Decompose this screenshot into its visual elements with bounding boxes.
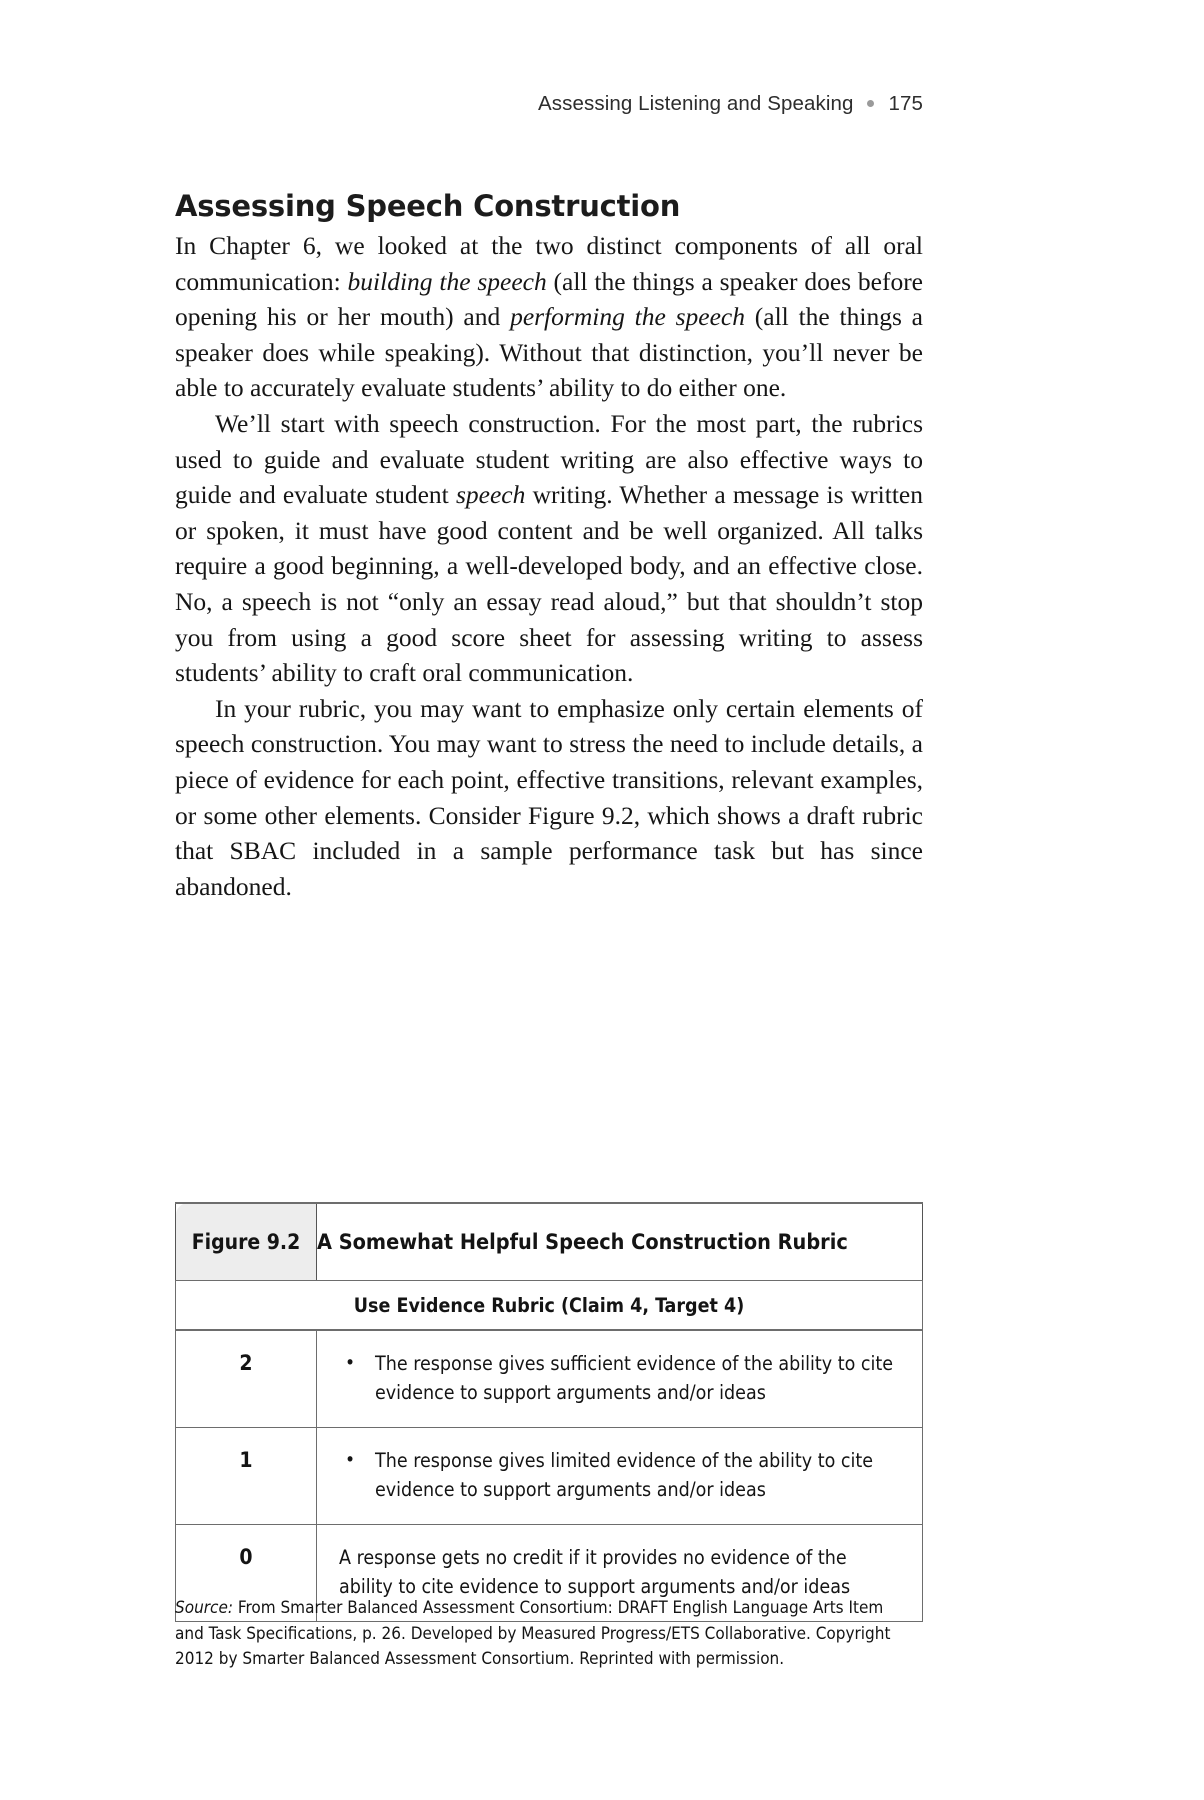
p2-text-b: writing. Whether a message is written or spoken, it must have good content and be well organized. All talks require a good beginning, a well-developed body, and an effective close. No, a speech is not “only an essay read aloud,” but that shouldn’t stop you from using a good score sheet for assessing writing to assess students’ ability to craft oral communication. [175, 480, 923, 688]
running-head-title: Assessing Listening and Speaking [538, 92, 854, 115]
running-head [175, 92, 923, 116]
bullet-icon: • [345, 1352, 356, 1374]
row-score: 0 [176, 1525, 317, 1622]
p2-text-a: We’ll start with speech construction. For the most part, the rubrics used to guide and evaluate student writing are also effective ways to guide and evaluate student [175, 408, 923, 510]
p1-text-b: (all the things a speaker does before opening his or her mouth) and [175, 266, 924, 332]
source-label: Source: [175, 1598, 234, 1618]
source-text: From Smarter Balanced Assessment Consortium: DRAFT English Language Arts Item and Task Specifications, p. 26. Developed by Measured Progress/ETS Collaborative. Copyright 2012 by Smarter Balanced Assessment Consortium. Reprinted with permission. [175, 1598, 891, 1669]
p1-emphasis-2: performing the speech [510, 302, 745, 332]
figure-table [175, 1202, 923, 1622]
source-note [175, 1596, 893, 1673]
table-row [176, 1428, 923, 1525]
body-column [175, 228, 923, 904]
bullet-item [317, 1446, 900, 1504]
figure-container [175, 1202, 923, 1622]
row-description [317, 1330, 923, 1428]
row-text: A response gets no credit if it provides no evidence of the ability to cite evidence to support arguments and/or ideas [339, 1546, 851, 1598]
row-score: 1 [176, 1428, 317, 1525]
bullet-separator-icon [867, 100, 874, 107]
section-heading: Assessing Speech Construction [175, 189, 681, 224]
p1-text-c: (all the things a speaker does while speaking). Without that distinction, you’ll never be able to accurately evaluate students’ ability to do either one. [175, 302, 924, 403]
bullet-icon: • [345, 1449, 356, 1471]
p2-emphasis-1: speech [455, 480, 526, 510]
figure-header-row [176, 1203, 923, 1281]
figure-subheader-row [176, 1281, 923, 1331]
paragraph-3: In your rubric, you may want to emphasize only certain elements of speech construction. You may want to stress the need to include details, a piece of evidence for each point, effective transitions, relevant examples, or some other elements. Consider Figure 9.2, which shows a draft rubric that SBAC included in a sample performance task but has since abandoned. [175, 693, 923, 901]
figure-subheader: Use Evidence Rubric (Claim 4, Target 4) [176, 1281, 923, 1331]
figure-label: Figure 9.2 [176, 1203, 317, 1281]
table-row [176, 1330, 923, 1428]
row-score: 2 [176, 1330, 317, 1428]
paragraph-2 [175, 406, 923, 691]
p1-text-a: In Chapter 6, we looked at the two distinct components of all oral communication: [175, 231, 923, 296]
bullet-item [317, 1349, 900, 1407]
paragraph-1 [175, 228, 923, 406]
bullet-text: The response gives sufficient evidence of the ability to cite evidence to support arguments and/or ideas [375, 1352, 894, 1404]
p1-emphasis-1: building the speech [347, 266, 547, 296]
bullet-text: The response gives limited evidence of the ability to cite evidence to support arguments and/or ideas [375, 1449, 874, 1501]
page-number: 175 [888, 92, 923, 115]
row-description [317, 1428, 923, 1525]
figure-title: A Somewhat Helpful Speech Construction Rubric [317, 1203, 923, 1281]
